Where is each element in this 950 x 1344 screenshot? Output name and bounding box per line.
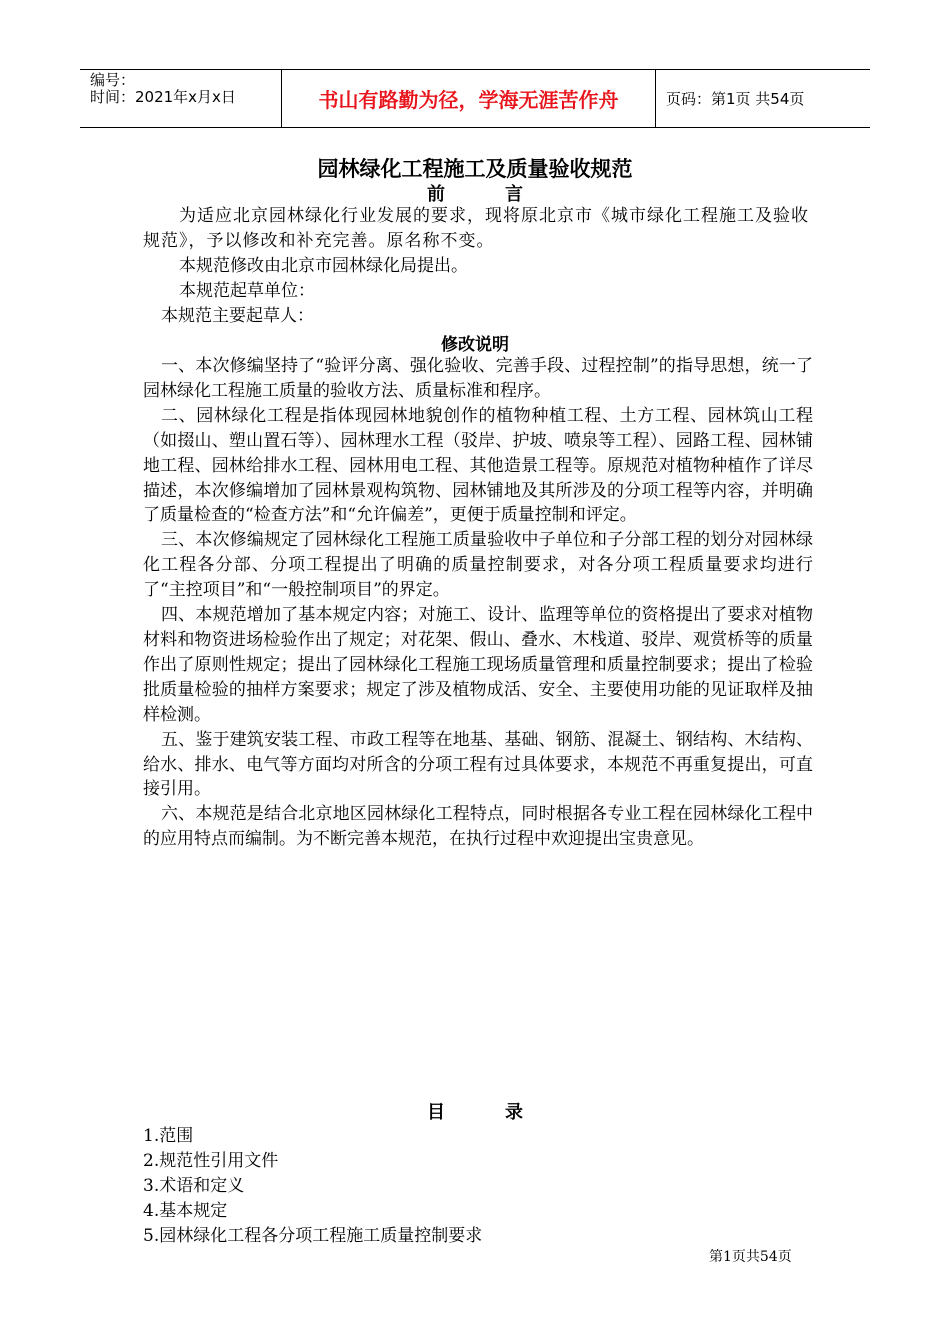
revision-paragraph: 六、本规范是结合北京地区园林绿化工程特点，同时根据各专业工程在园林绿化工程中的应用特点而编制。为不断完善本规范，在执行过程中欢迎提出宝贵意见。 (143, 804, 813, 850)
revision-notes-body (143, 354, 813, 852)
foreword-paragraph: 为适应北京园林绿化行业发展的要求，现将原北京市《城市绿化工程施工及验收规范》，予以修改和补充完善。原名称不变。 (143, 206, 809, 251)
foreword-paragraph: 本规范起草单位： (179, 281, 315, 301)
toc-item[interactable]: 5.园林绿化工程各分项工程施工质量控制要求 (143, 1226, 483, 1246)
header-time-label: 时间：2021年x月x日 (90, 88, 236, 106)
revision-paragraph: 四、本规范增加了基本规定内容；对施工、设计、监理等单位的资格提出了要求对植物材料和物资进场检验作出了规定；对花架、假山、叠水、木栈道、驳岸、观赏桥等的质量作出了原则性规定；提出了园林绿化工程施工现场质量管理和质量控制要求；提出了检验批质量检验的抽样方案要求；规定了涉及植物成活、安全、主要使用功能的见证取样及抽样检测。 (143, 605, 813, 725)
toc-title: 目录 (427, 1102, 583, 1123)
revision-notes-title: 修改说明 (441, 335, 509, 355)
toc-item[interactable]: 2.规范性引用文件 (143, 1151, 279, 1171)
header-meta-cell (80, 70, 282, 127)
page-header (80, 69, 870, 128)
revision-paragraph: 三、本次修编规定了园林绿化工程施工质量验收中子单位和子分部工程的划分对园林绿化工程各分部、分项工程提出了明确的质量控制要求，对各分项工程质量要求均进行了“主控项目”和“一般控制项目”的界定。 (143, 530, 813, 601)
header-motto: 书山有路勤为径，学海无涯苦作舟 (282, 70, 656, 127)
foreword-paragraph: 本规范修改由北京市园林绿化局提出。 (179, 256, 468, 276)
table-of-contents (143, 1124, 482, 1249)
toc-item[interactable]: 1.范围 (143, 1126, 194, 1146)
toc-item[interactable]: 3.术语和定义 (143, 1176, 245, 1196)
document-title: 园林绿化工程施工及质量验收规范 (317, 157, 633, 181)
header-number-label: 编号： (90, 71, 136, 89)
revision-paragraph: 二、园林绿化工程是指体现园林地貌创作的植物种植工程、土方工程、园林筑山工程（如掇山、塑山置石等）、园林理水工程（驳岸、护坡、喷泉等工程）、园路工程、园林铺地工程、园林给排水工程、园林用电工程、其他造景工程等。原规范对植物种植作了详尽描述，本次修编增加了园林景观构筑物、园林铺地及其所涉及的分项工程等内容，并明确了质量检查的“检查方法”和“允许偏差”，更便于质量控制和评定。 (143, 405, 813, 526)
toc-item[interactable]: 4.基本规定 (143, 1201, 228, 1221)
revision-paragraph: 五、鉴于建筑安装工程、市政工程等在地基、基础、钢筋、混凝土、钢结构、木结构、给水、排水、电气等方面均对所含的分项工程有过具体要求，本规范不再重复提出，可直接引用。 (143, 729, 813, 800)
header-page-info: 页码：第1页 共54页 (666, 90, 805, 108)
revision-paragraph: 一、本次修编坚持了“验评分离、强化验收、完善手段、过程控制”的指导思想，统一了园林绿化工程施工质量的验收方法、质量标准和程序。 (143, 356, 813, 401)
page-footer: 第1页共54页 (709, 1249, 792, 1265)
foreword-title: 前言 (427, 184, 583, 205)
foreword-paragraph: 本规范主要起草人： (161, 306, 314, 326)
